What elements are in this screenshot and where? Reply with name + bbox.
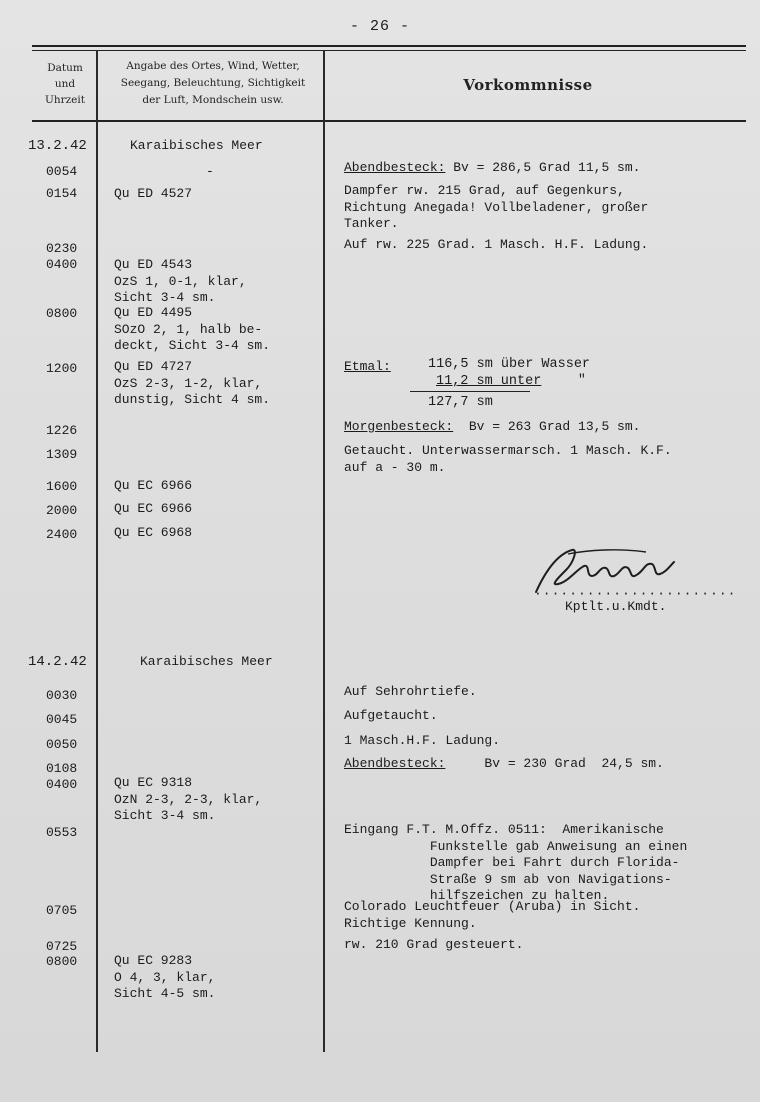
- header-rule: [32, 120, 746, 122]
- top-rule-thin: [32, 50, 746, 51]
- event-1309: Getaucht. Unterwassermarsch. 1 Masch. K.F. auf a - 30 m.: [344, 443, 672, 475]
- abendbesteck-value-2: Bv = 230 Grad 24,5 sm.: [445, 756, 664, 771]
- day1-date: 13.2.42: [28, 138, 87, 154]
- signature-title: Kptlt.u.Kmdt.: [565, 599, 667, 614]
- abendbesteck-value: Bv = 286,5 Grad 11,5 sm.: [445, 160, 641, 175]
- time-0045: 0045: [46, 712, 78, 727]
- time-0800-day2: 0800: [46, 954, 78, 969]
- time-0054: 0054: [46, 164, 78, 179]
- abendbesteck-2: [344, 756, 664, 773]
- signature-dotted-line: ·······················: [534, 586, 737, 601]
- time-0230: 0230: [46, 241, 78, 256]
- time-1226: 1226: [46, 423, 78, 438]
- column-divider-1: [96, 50, 98, 1052]
- time-0400: 0400: [46, 257, 78, 272]
- time-0050: 0050: [46, 737, 78, 752]
- header-uhrzeit: Uhrzeit: [45, 94, 85, 106]
- time-2400: 2400: [46, 527, 78, 542]
- time-0725: 0725: [46, 939, 78, 954]
- pos-1200: Qu ED 4727 OzS 2-3, 1-2, klar, dunstig, Sicht 4 sm.: [114, 359, 271, 407]
- time-0800: 0800: [46, 306, 78, 321]
- pos-0400: Qu ED 4543 OzS 1, 0-1, klar, Sicht 3-4 sm.: [114, 257, 247, 305]
- abendbesteck-label: Abendbesteck:: [344, 160, 446, 175]
- time-0030: 0030: [46, 688, 78, 703]
- time-1600: 1600: [46, 479, 78, 494]
- time-0108: 0108: [46, 761, 78, 776]
- event-0705: Colorado Leuchtfeuer (Aruba) in Sicht. Richtige Kennung.: [344, 899, 641, 931]
- event-0050: 1 Masch.H.F. Ladung.: [344, 733, 501, 748]
- morgenbesteck-value: Bv = 263 Grad 13,5 sm.: [453, 419, 641, 434]
- event-0154: Dampfer rw. 215 Grad, auf Gegenkurs, Richtung Anegada! Vollbeladener, großer Tanker.: [344, 183, 649, 231]
- pos-0800: Qu ED 4495 SOzO 2, 1, halb be- deckt, Sicht 3-4 sm.: [114, 305, 271, 353]
- pos-2400: Qu EC 6968: [114, 525, 193, 540]
- pos-2000: Qu EC 6966: [114, 501, 193, 516]
- morgenbesteck: [344, 419, 640, 436]
- time-0154: 0154: [46, 186, 78, 201]
- header-line-2: Seegang, Beleuchtung, Sichtigkeit: [120, 77, 306, 89]
- top-rule: [32, 45, 746, 47]
- abendbesteck-1: [344, 160, 640, 177]
- time-2000: 2000: [46, 503, 78, 518]
- time-0400-day2: 0400: [46, 777, 78, 792]
- day2-place: Karaibisches Meer: [140, 654, 273, 669]
- day2-date: 14.2.42: [28, 654, 87, 670]
- etmal-line-3: 127,7 sm: [428, 395, 493, 410]
- event-0030: Auf Sehrohrtiefe.: [344, 684, 477, 699]
- dash: -: [206, 164, 214, 179]
- morgenbesteck-label: Morgenbesteck:: [344, 419, 454, 434]
- etmal-label: Etmal:: [344, 359, 391, 374]
- event-0725: rw. 210 Grad gesteuert.: [344, 937, 524, 952]
- time-1309: 1309: [46, 447, 78, 462]
- header-vorkommnisse: Vorkommnisse: [463, 76, 593, 94]
- column-divider-2: [323, 50, 325, 1052]
- pos-0800-day2: Qu EC 9283 O 4, 3, klar, Sicht 4-5 sm.: [114, 953, 216, 1001]
- header-line-1: Angabe des Ortes, Wind, Wetter,: [126, 60, 300, 72]
- event-0230: Auf rw. 225 Grad. 1 Masch. H.F. Ladung.: [344, 237, 649, 252]
- header-ort-wetter: [102, 58, 324, 109]
- header-und: und: [54, 78, 76, 90]
- header-datum: Datum: [47, 62, 83, 74]
- time-0705: 0705: [46, 903, 78, 918]
- etmal-line-1: 116,5 sm über Wasser: [428, 357, 591, 372]
- page-number: - 26 -: [349, 18, 410, 35]
- etmal-line-2: 11,2 sm unter: [436, 374, 542, 389]
- event-0045: Aufgetaucht.: [344, 708, 438, 723]
- header-line-3: der Luft, Mondschein usw.: [142, 94, 284, 106]
- pos-0400-day2: Qu EC 9318 OzN 2-3, 2-3, klar, Sicht 3-4 sm.: [114, 775, 263, 823]
- etmal-ditto: ": [578, 372, 586, 387]
- event-0553: Eingang F.T. M.Offz. 0511: Amerikanische Funkstelle gab Anweisung an einen Dampfer bei Fahrt durch Florida- Straße 9 sm ab von Navigations- hilfszeichen zu halten.: [344, 822, 688, 903]
- day1-place: Karaibisches Meer: [130, 138, 263, 153]
- time-1200: 1200: [46, 361, 78, 376]
- etmal-sum-rule: [410, 391, 530, 392]
- header-datum-uhrzeit: [34, 60, 96, 108]
- abendbesteck-label-2: Abendbesteck:: [344, 756, 446, 771]
- pos-1600: Qu EC 6966: [114, 478, 193, 493]
- time-0553: 0553: [46, 825, 78, 840]
- pos-0154: Qu ED 4527: [114, 186, 193, 201]
